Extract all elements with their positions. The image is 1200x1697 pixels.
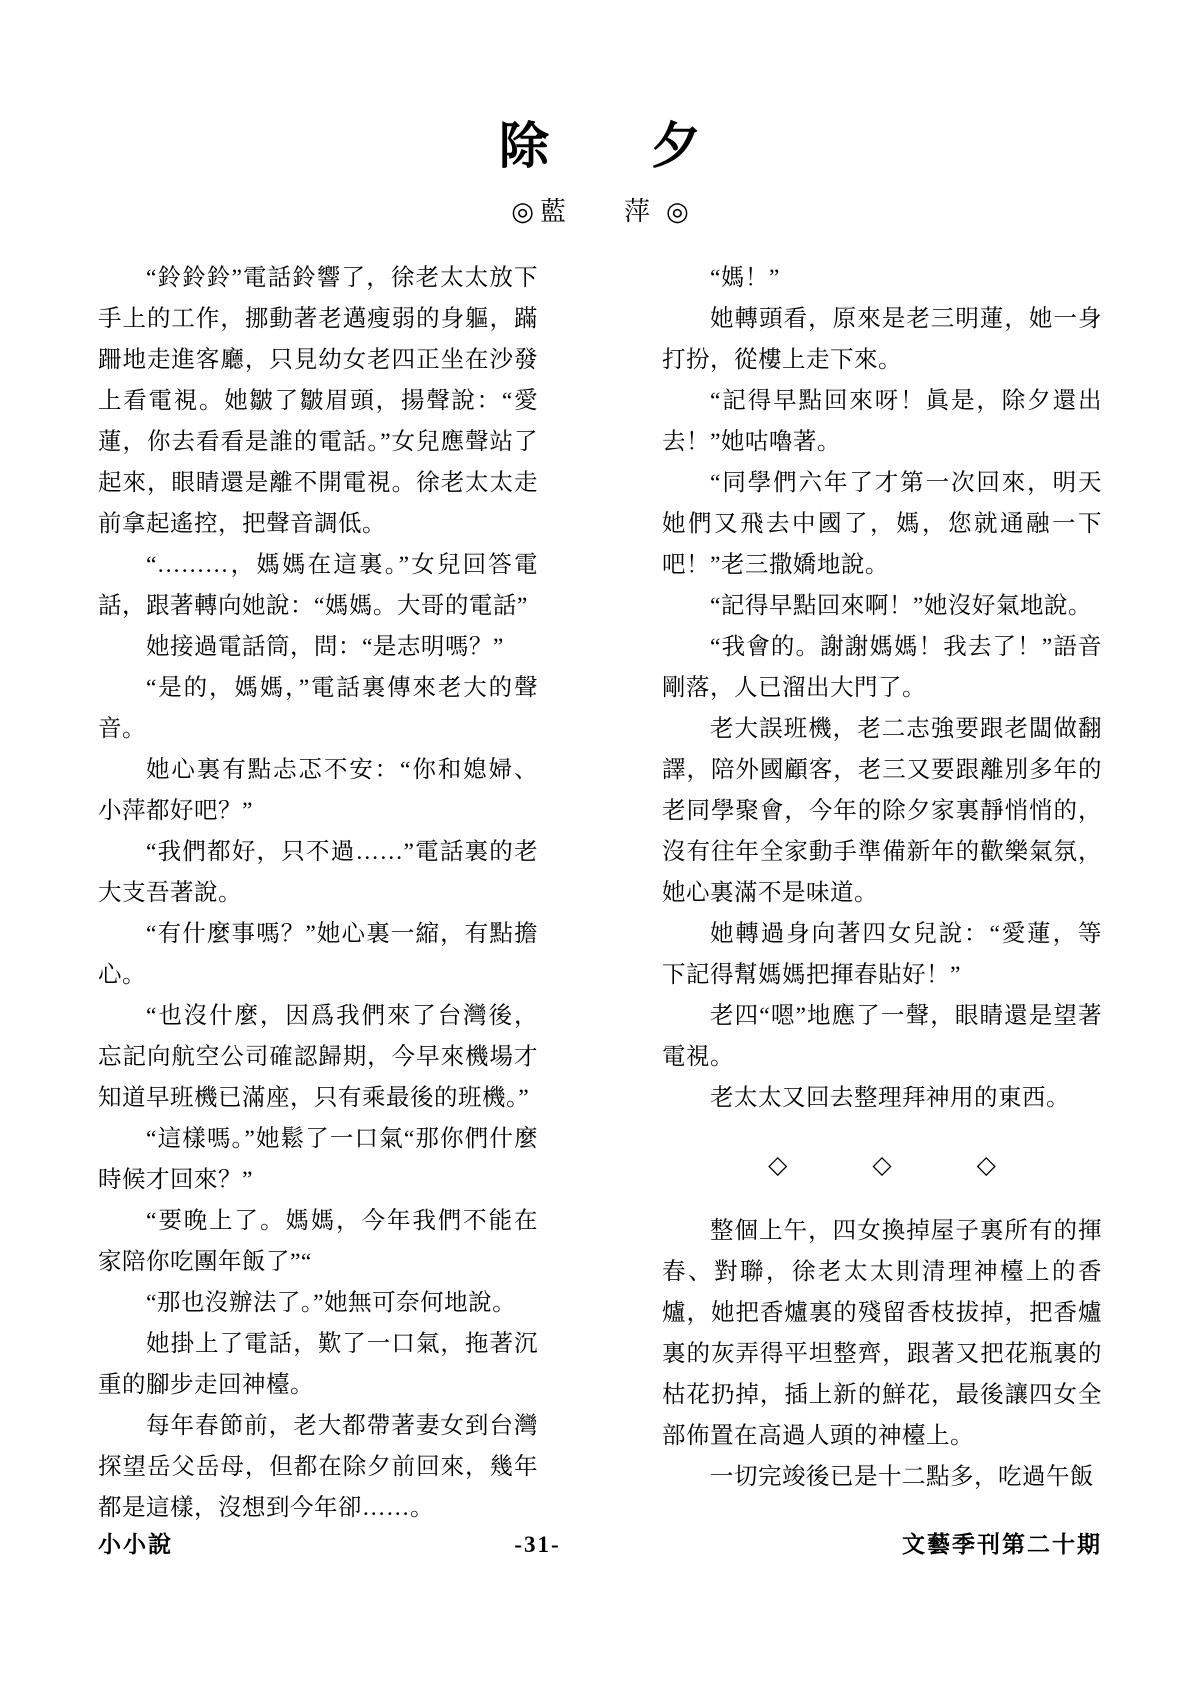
page-footer [98,1526,1102,1559]
paragraph: “有什麼事嗎？”她心裏一縮，有點擔心。 [98,921,538,988]
paragraph: “記得早點回來呀！眞是，除夕還出去！”她咕嚕著。 [662,388,1102,455]
paragraph: “這樣嗎。”她鬆了一口氣“那你們什麼時候才回來？” [98,1126,538,1193]
paragraph: 她轉過身向著四女兒說：“愛蓮，等下記得幫媽媽把揮春貼好！” [662,921,1102,988]
paragraph: 每年春節前，老大都帶著妻女到台灣探望岳父岳母，但都在除夕前回來，幾年都是這樣，沒想到今年卻……。 [98,1413,538,1521]
column-left [98,258,538,1529]
title-block [0,0,1200,228]
paragraph: “同學們六年了才第一次回來，明天她們又飛去中國了，媽，您就通融一下吧！”老三撒嬌地說。 [662,470,1102,578]
paragraph: 她心裏有點忐忑不安：“你和媳婦、小萍都好吧？” [98,757,538,824]
paragraph: 她接過電話筒，問：“是志明嗎？” [146,634,504,660]
byline-author: 藍 萍 [539,197,666,226]
paragraph: “那也沒辦法了。”她無可奈何地說。 [146,1290,517,1316]
paragraph: 老太太又回去整理拜神用的東西。 [710,1085,1070,1111]
paragraph: 一切完竣後已是十二點多，吃過午飯 [710,1464,1094,1490]
paragraph: 老四“嗯”地應了一聲，眼睛還是望著電視。 [662,1003,1102,1070]
footer-publication: 文藝季刊第二十期 [901,1532,1102,1557]
body-columns [98,258,1102,1529]
paragraph: “要晚上了。媽媽，今年我們不能在家陪你吃團年飯了”“ [98,1208,538,1275]
paragraph: 她掛上了電話，歎了一口氣，拖著沉重的腳步走回神檯。 [98,1331,538,1398]
paragraph: “是的，媽媽，”電話裏傳來老大的聲音。 [98,675,538,742]
footer-category: 小小說 [98,1532,173,1557]
paragraph: 老大誤班機，老二志強要跟老闆做翻譯，陪外國顧客，老三又要跟離別多年的老同學聚會，今年的除夕家裏靜悄悄的，沒有往年全家動手準備新年的歡樂氣氛，她心裏滿不是味道。 [662,716,1102,906]
byline [0,191,1200,228]
paragraph: “記得早點回來啊！”她沒好氣地說。 [710,593,1092,619]
paragraph: 整個上午，四女換掉屋子裏所有的揮春、對聯，徐老太太則清理神檯上的香爐，她把香爐裏的殘留香枝拔掉，把香爐裏的灰弄得平坦整齊，跟著又把花瓶裏的枯花扔掉，插上新的鮮花，最後讓四女全部佈置在高過人頭的神檯上。 [662,1218,1102,1449]
paragraph: “我們都好，只不過……”電話裏的老大支吾著說。 [98,839,538,906]
paragraph: “………，媽媽在這裏。”女兒回答電話，跟著轉向她說：“媽媽。大哥的電話” [98,552,538,619]
column-right [662,258,1102,1529]
byline-mark-left: ◎ [511,197,540,226]
paragraph: “媽！” [710,265,780,291]
byline-mark-right: ◎ [666,197,695,226]
paragraph: “我會的。謝謝媽媽！我去了！”語音剛落，人已溜出大門了。 [662,634,1102,701]
paragraph: “也沒什麼，因爲我們來了台灣後，忘記向航空公司確認歸期，今早來機場才知道早班機已滿座，只有乘最後的班機。” [98,1003,538,1111]
page-title: 除 夕 [499,116,727,175]
paragraph: “鈴鈴鈴”電話鈴響了，徐老太太放下手上的工作，挪動著老邁瘦弱的身軀，蹣跚地走進客廳，只見幼女老四正坐在沙發上看電視。她皺了皺眉頭，揚聲說：“愛蓮，你去看看是誰的電話。”女兒應聲站了起來，眼睛還是離不開電視。徐老太太走前拿起遙控，把聲音調低。 [98,265,538,537]
paragraph: 她轉頭看，原來是老三明蓮，她一身打扮，從樓上走下來。 [662,306,1102,373]
section-divider: ◇ ◇ ◇ [768,1152,1026,1179]
page-number: -31- [514,1532,561,1557]
